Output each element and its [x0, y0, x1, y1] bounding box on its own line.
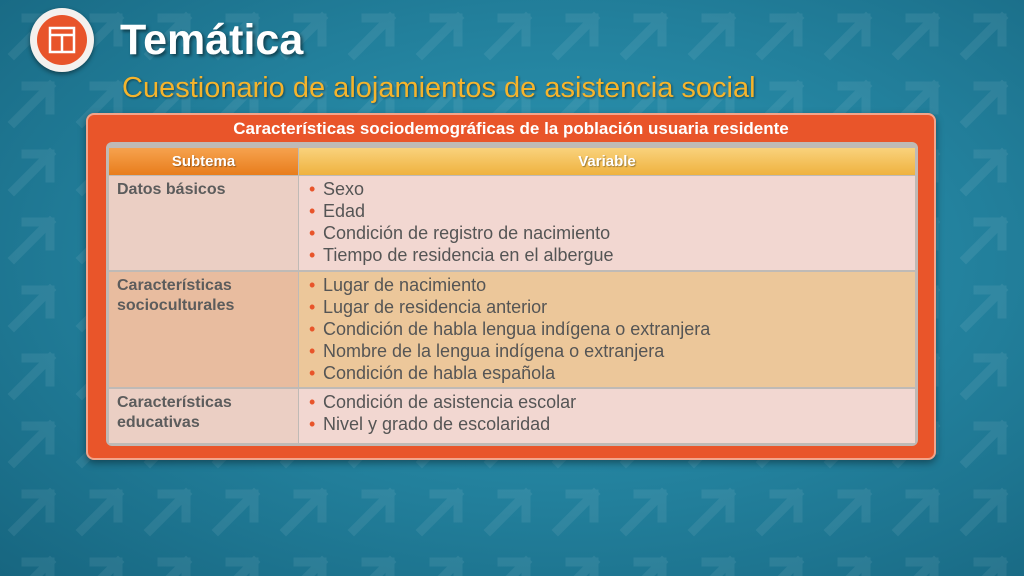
table-row-subtema — [109, 176, 298, 270]
table-grid — [106, 142, 918, 446]
column-header-subtema: Subtema — [109, 148, 298, 175]
subtema-label: Datos básicos — [117, 181, 226, 198]
book-icon — [37, 15, 87, 65]
list-item: • Sexo — [309, 178, 905, 200]
list-item: • Nombre de la lengua indígena o extranjera — [309, 340, 905, 362]
list-item: • Condición de habla española — [309, 362, 905, 384]
variable-list — [309, 178, 905, 266]
list-item: • Lugar de residencia anterior — [309, 296, 905, 318]
variables-table — [106, 142, 918, 446]
table-row-variables — [299, 176, 915, 270]
content-panel — [86, 113, 936, 460]
table-row-variables — [299, 389, 915, 443]
list-item: • Condición de habla lengua indígena o extranjera — [309, 318, 905, 340]
subtema-label: Características socioculturales — [117, 277, 235, 314]
subtema-label: Características educativas — [117, 394, 232, 431]
list-item: • Nivel y grado de escolaridad — [309, 413, 905, 435]
panel-heading: Características sociodemográficas de la población usuaria residente — [233, 119, 789, 138]
slide-title: Temática — [120, 16, 304, 64]
list-item: • Condición de asistencia escolar — [309, 391, 905, 413]
list-item: • Edad — [309, 200, 905, 222]
table-row-subtema — [109, 389, 298, 443]
list-item: • Lugar de nacimiento — [309, 274, 905, 296]
list-item: • Condición de registro de nacimiento — [309, 222, 905, 244]
column-header-variable: Variable — [299, 148, 915, 175]
table-row-subtema — [109, 272, 298, 387]
variable-list — [309, 274, 905, 384]
logo-badge — [30, 8, 94, 72]
variable-list — [309, 391, 905, 435]
slide-subtitle: Cuestionario de alojamientos de asistencia social — [122, 72, 756, 104]
list-item: • Tiempo de residencia en el albergue — [309, 244, 905, 266]
table-row-variables — [299, 272, 915, 387]
